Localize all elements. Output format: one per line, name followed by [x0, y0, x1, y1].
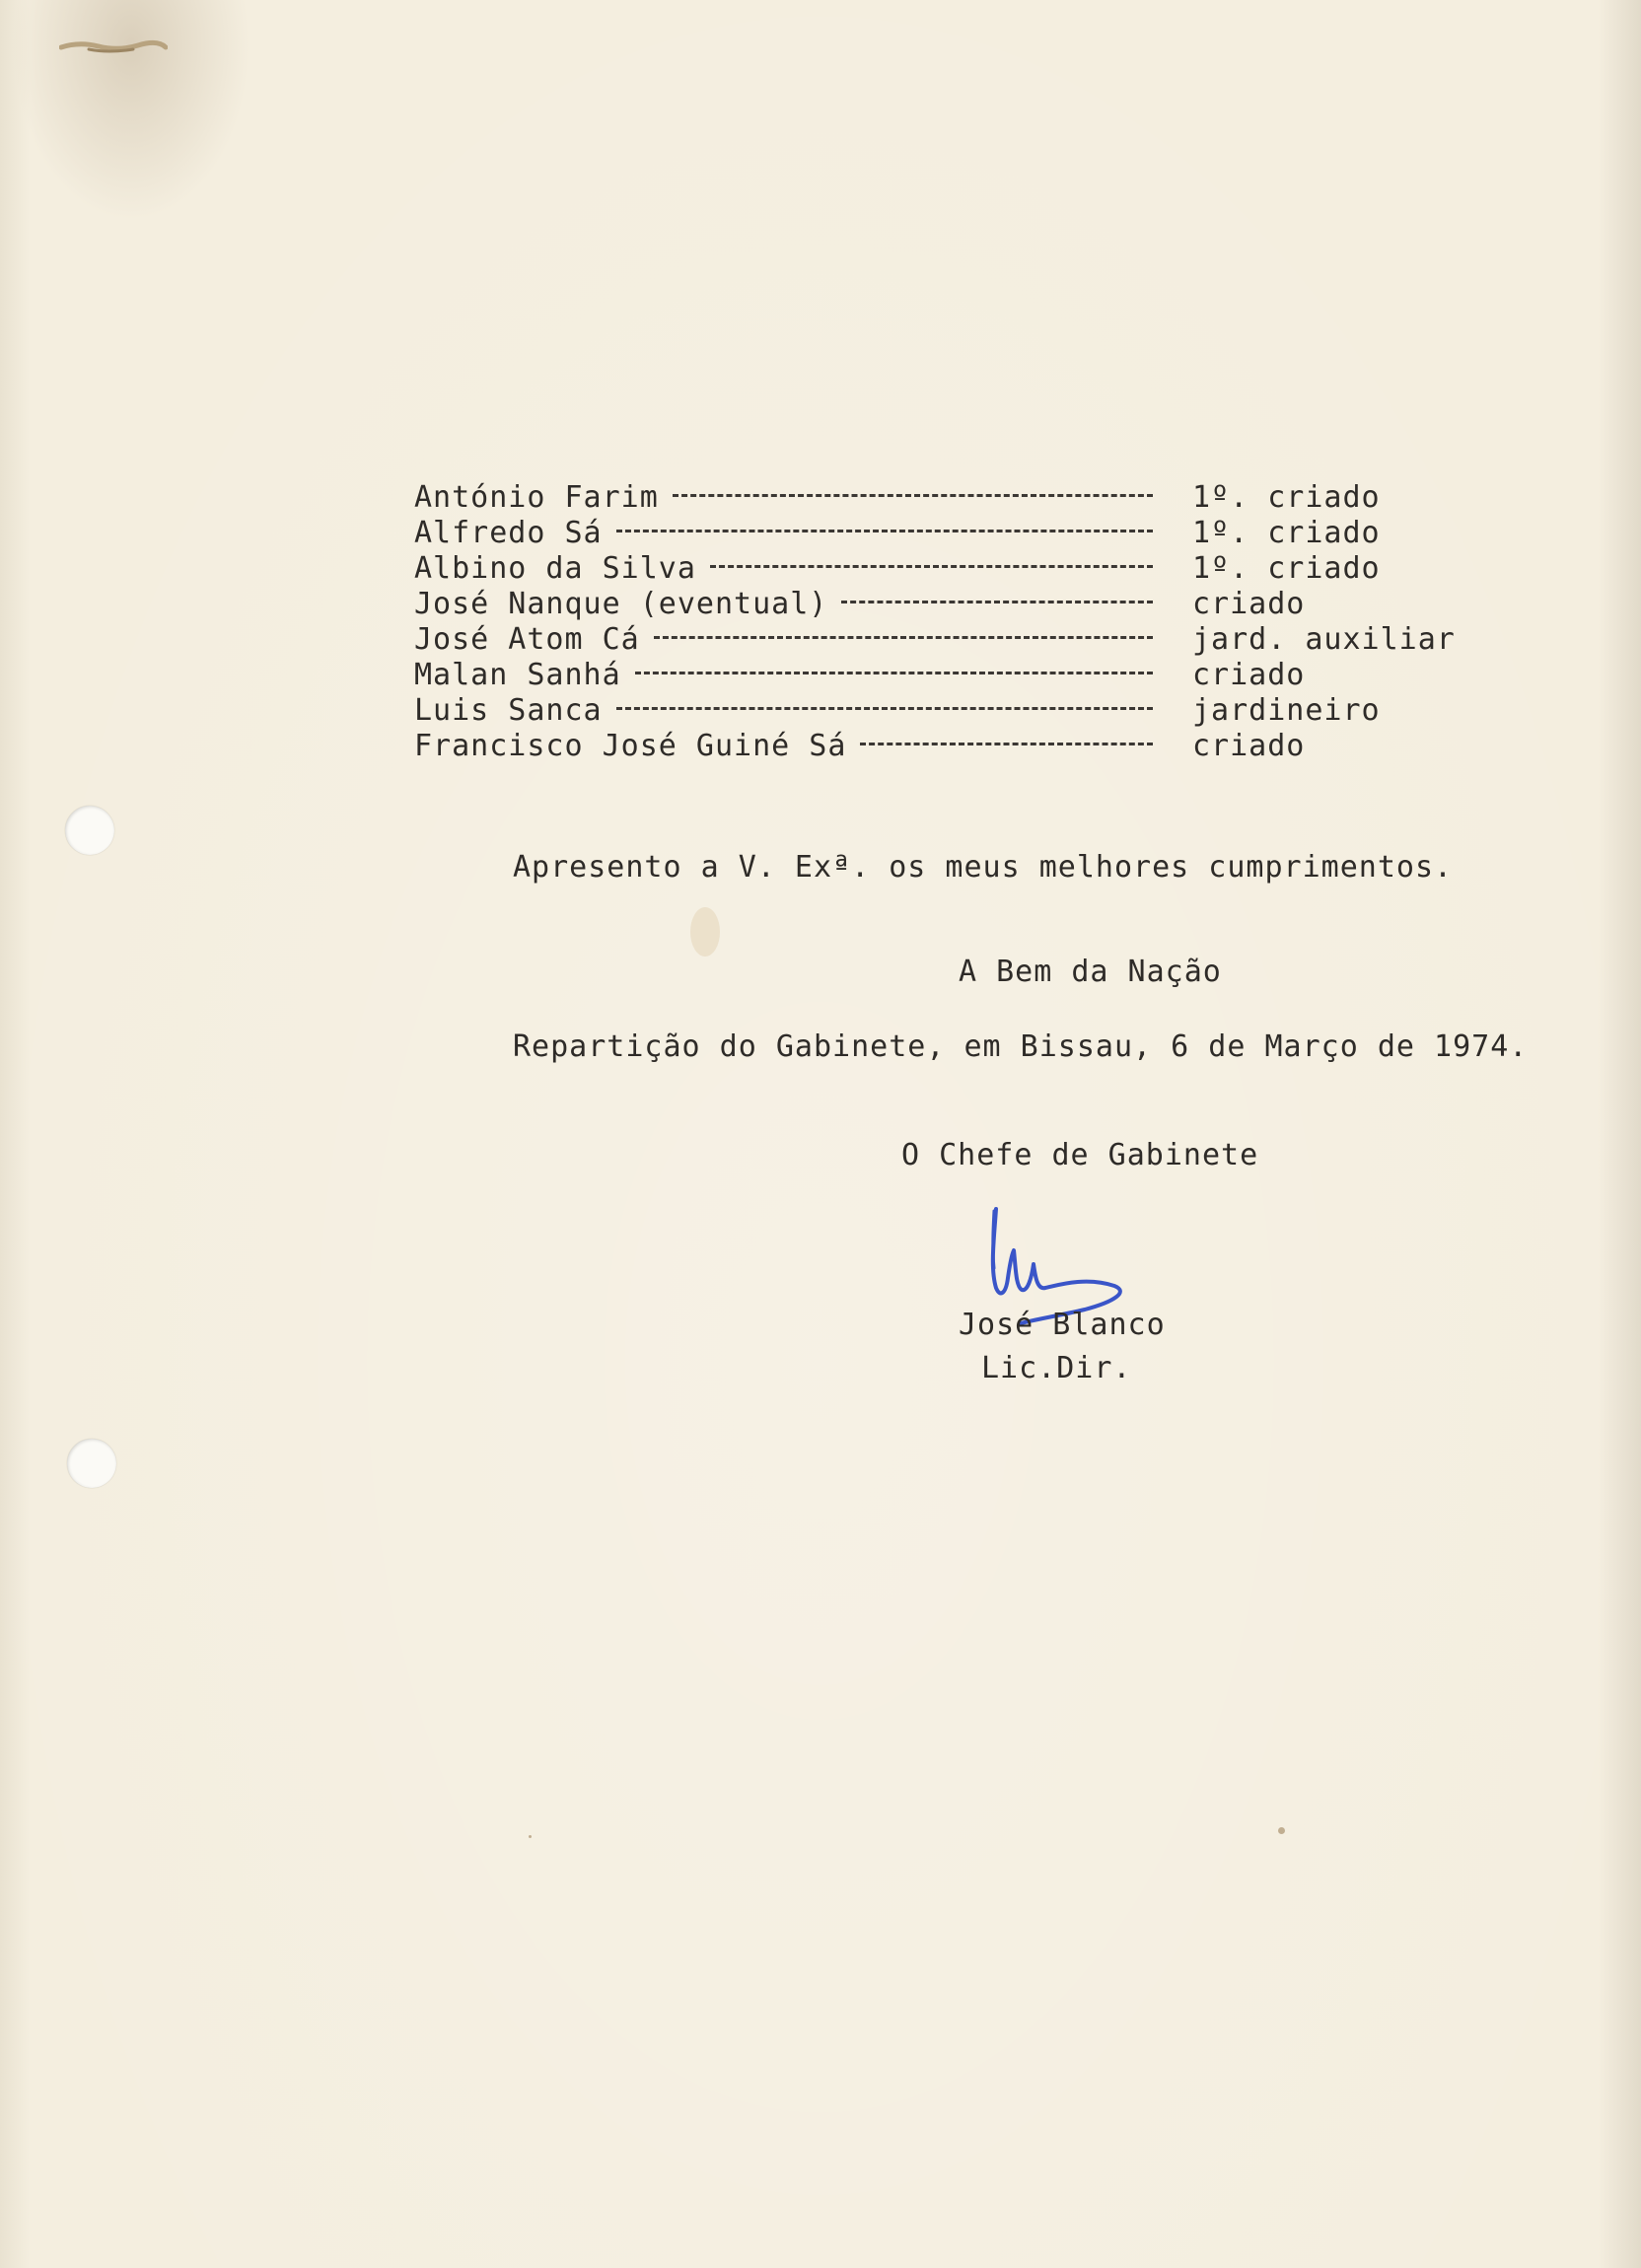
staff-row	[414, 693, 1499, 729]
staff-row	[414, 587, 1499, 622]
staff-role: jardineiro	[1192, 693, 1381, 728]
staff-list	[414, 480, 1499, 764]
paper-speck	[1278, 1827, 1285, 1834]
staff-name: José Atom Cá	[414, 622, 640, 657]
place-and-date: Repartição do Gabinete, em Bissau, 6 de Março de 1974.	[513, 1029, 1529, 1064]
staff-name: José Nanque (eventual)	[414, 587, 828, 621]
staff-role: criado	[1192, 587, 1306, 621]
signer-degree: Lic.Dir.	[981, 1351, 1132, 1385]
staff-name: António Farim	[414, 480, 659, 515]
staff-row	[414, 622, 1499, 658]
staff-name: Luis Sanca	[414, 693, 603, 728]
staff-role: 1º. criado	[1192, 480, 1381, 515]
staff-row	[414, 516, 1499, 551]
staff-name: Francisco José Guiné Sá	[414, 729, 847, 763]
staff-role: jard. auxiliar	[1192, 622, 1456, 657]
leader-dashes	[860, 743, 1153, 745]
signer-name: José Blanco	[959, 1308, 1166, 1342]
leader-dashes	[654, 636, 1153, 639]
closing-greeting: Apresento a V. Exª. os meus melhores cumprimentos.	[513, 850, 1454, 885]
staff-row	[414, 551, 1499, 587]
motto: A Bem da Nação	[959, 955, 1222, 989]
paper-speck	[529, 1835, 532, 1838]
leader-dashes	[616, 530, 1153, 532]
leader-dashes	[673, 494, 1153, 497]
leader-dashes	[635, 672, 1153, 674]
punch-hole-lower	[67, 1439, 116, 1488]
punch-hole-upper	[65, 806, 114, 855]
paper-tear-mark	[59, 37, 168, 57]
staff-row	[414, 480, 1499, 516]
staff-row	[414, 658, 1499, 693]
leader-dashes	[616, 707, 1153, 710]
staff-role: 1º. criado	[1192, 516, 1381, 550]
paper-stain	[690, 907, 720, 957]
staff-role: 1º. criado	[1192, 551, 1381, 586]
staff-role: criado	[1192, 658, 1306, 692]
staff-row	[414, 729, 1499, 764]
leader-dashes	[710, 565, 1153, 568]
staff-name: Alfredo Sá	[414, 516, 603, 550]
leader-dashes	[841, 601, 1153, 603]
staff-name: Malan Sanhá	[414, 658, 621, 692]
chief-title: O Chefe de Gabinete	[901, 1138, 1259, 1172]
staff-name: Albino da Silva	[414, 551, 696, 586]
staff-role: criado	[1192, 729, 1306, 763]
